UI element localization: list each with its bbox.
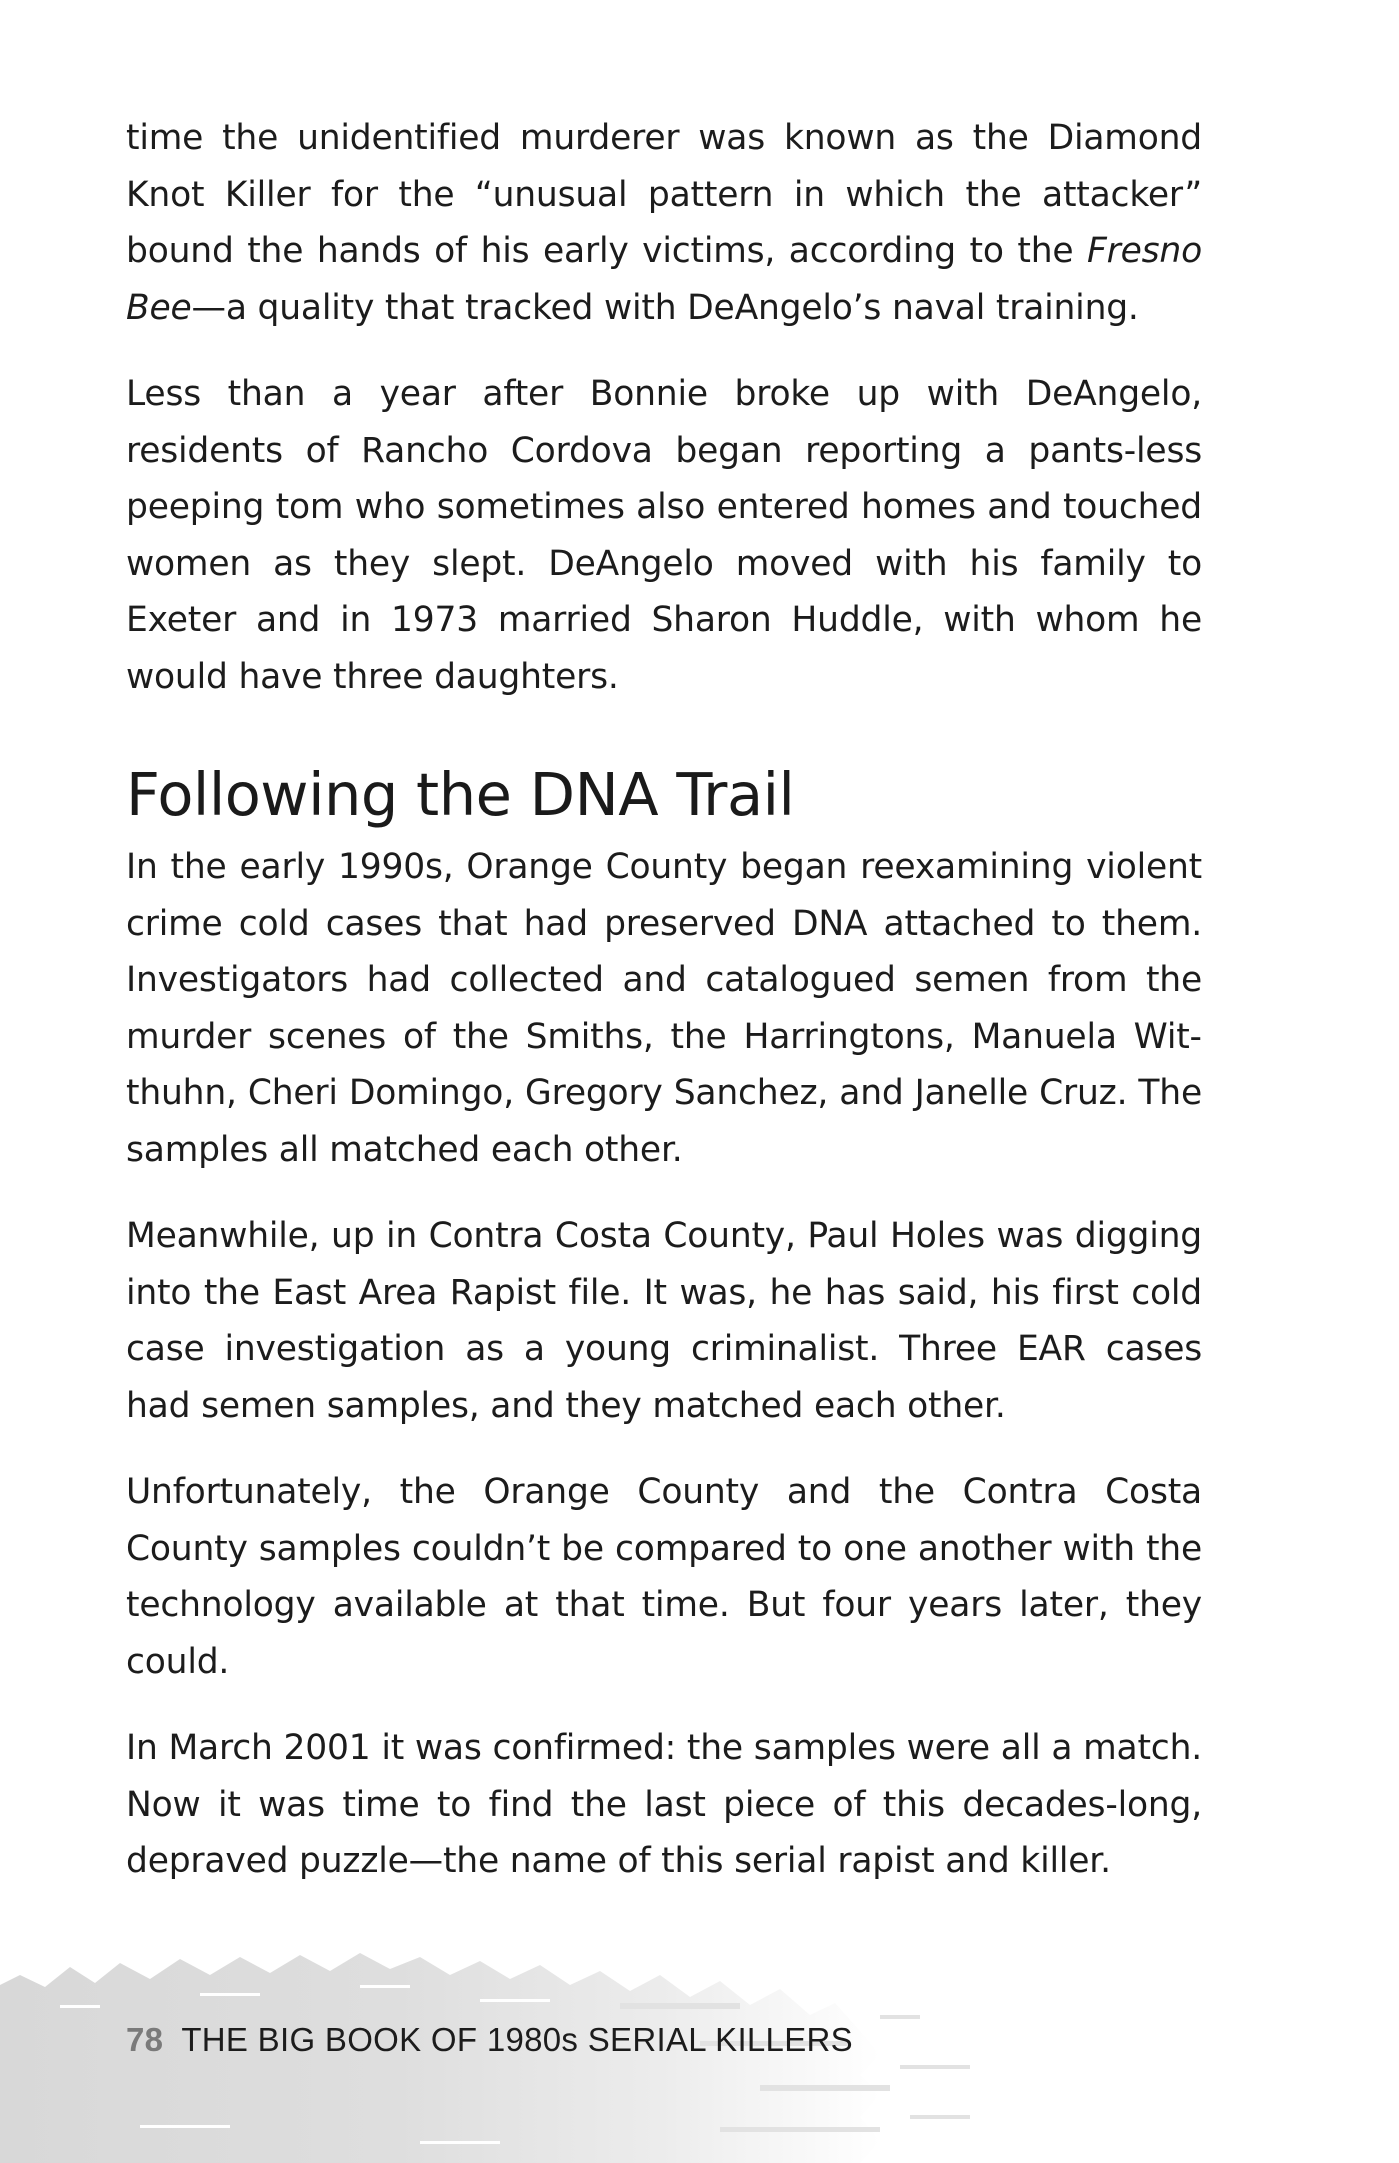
paragraph-orange-county: In the early 1990s, Orange County began reexamining violent crime cold cases that had preserved DNA attached to them. Investigators had collected and catalogued semen from the murder scenes of the Smiths, the Harringtons, Manuela Witthuhn, Cheri Domingo, Gregory Sanchez, and Janelle Cruz. The samples all matched each other.	[126, 847, 1202, 1170]
paragraph-comparison: Unfortunately, the Orange County and the Contra Costa County samples couldn’t be compared to one another with the technology available at that time. But four years later, they could.	[126, 1472, 1202, 1682]
paragraph-contra-costa: Meanwhile, up in Contra Costa County, Paul Holes was digging into the East Area Rapist file. It was, he has said, his first cold case investigation as a young criminalist. Three EAR cases had semen samples, and they matched each other.	[126, 1216, 1202, 1426]
paragraph-match-confirmed: In March 2001 it was confirmed: the samples were all a match. Now it was time to find the last piece of this decades-long, depraved puzzle—the name of this serial rapist and killer.	[126, 1728, 1202, 1881]
paragraph-text: Less than a year after Bonnie broke up with DeAngelo, residents of Rancho Cordova began reporting a pants-less peeping tom who sometimes also entered homes and touched women as they slept. DeAngelo moved with his family to Exeter and in 1973 married Sharon Huddle, with whom he would have three daughters.	[126, 374, 1202, 697]
newspaper-title: Fresno Bee	[126, 231, 1202, 328]
paragraph-text: time the unidentified murderer was known as the Diamond Knot Killer for the “unusual pattern in which the attacker” bound the hands of his early victims, according to the	[126, 118, 1202, 271]
paragraph-rancho-cordova	[126, 366, 1202, 705]
page-number: 78	[126, 2021, 164, 2058]
section-heading: Following the DNA Trail	[126, 760, 795, 829]
paragraph-diamond-knot	[126, 110, 1202, 336]
running-footer	[126, 2020, 853, 2060]
page-body	[126, 110, 1202, 1920]
paragraph-text: —a quality that tracked with DeAngelo’s naval training.	[191, 287, 1139, 328]
book-title: THE BIG BOOK OF 1980s SERIAL KILLERS	[181, 2021, 853, 2058]
